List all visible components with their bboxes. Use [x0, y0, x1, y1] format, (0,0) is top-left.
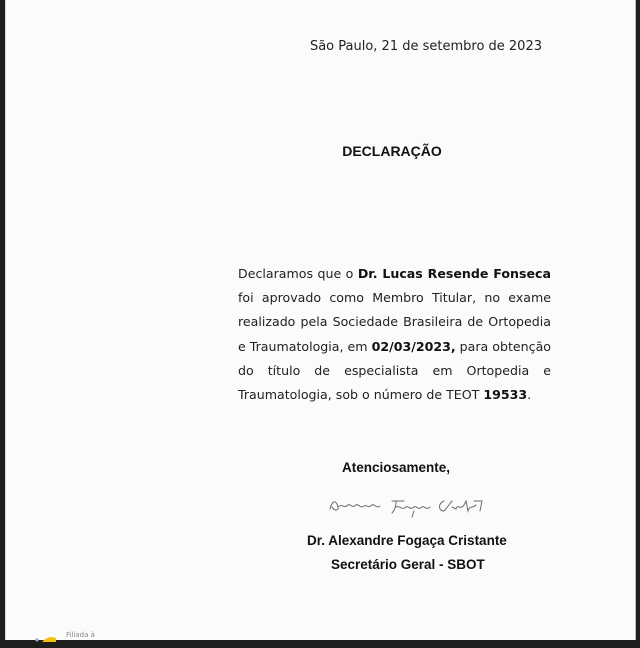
footer-text: Filiada à: [66, 631, 95, 639]
document-page: [5, 0, 636, 640]
body-period: .: [527, 387, 532, 403]
body-end: para obtenção do título de especialista em Ortopedia e Traumatologia, sob o número de TEOT: [238, 338, 551, 403]
signer-name: Dr. Alexandre Fogaça Cristante: [307, 533, 507, 548]
teot-number: 19533: [483, 387, 528, 403]
signature-icon: [326, 493, 486, 519]
document-title: DECLARAÇÃO: [342, 143, 442, 159]
sbot-logo-icon: [34, 629, 58, 641]
handwritten-signature: [326, 493, 486, 519]
declaration-body: [238, 262, 551, 407]
exam-date: 02/03/2023,: [371, 338, 456, 354]
closing-salutation: Atenciosamente,: [342, 460, 451, 475]
body-intro: Declaramos que o: [238, 266, 358, 281]
doctor-name: Dr. Lucas Resende Fonseca: [357, 266, 551, 281]
date-line: São Paulo, 21 de setembro de 2023: [309, 39, 542, 54]
body-middle: foi aprovado como Membro Titular, no exame realizado pela Sociedade Brasileira de Ortopedia e Traumatologia, em: [238, 290, 551, 354]
signer-role: Secretário Geral - SBOT: [331, 557, 485, 572]
